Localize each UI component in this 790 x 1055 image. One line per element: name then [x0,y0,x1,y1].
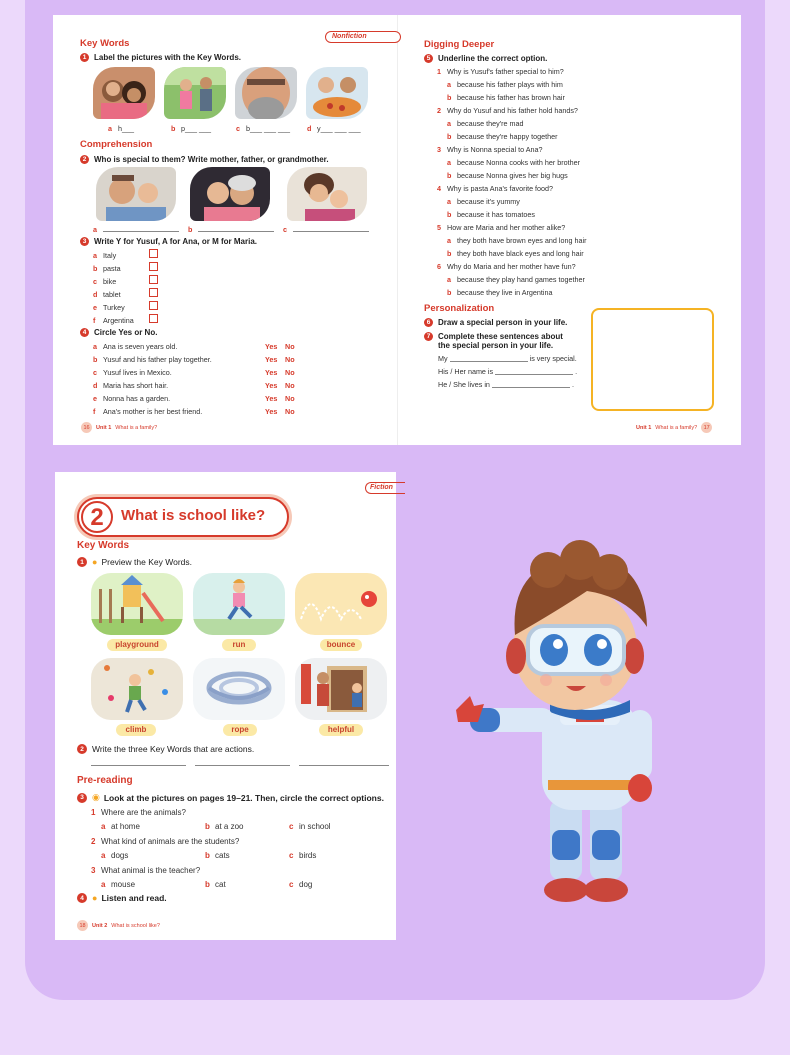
footer-unit: Unit 2 [92,922,108,929]
question-6 [424,318,567,327]
key-words-heading-2: Key Words [77,540,130,551]
q3-item-f [93,316,134,325]
q3-answer-box-f[interactable] [149,314,158,323]
q4-item-letter: c [93,368,97,377]
sentence-1-start: My [438,354,448,363]
option-text: because Nonna gives her big hugs [457,171,568,180]
q4-item-text: Ana is seven years old. [103,342,178,351]
question-4 [80,328,157,337]
question-1 [80,53,241,62]
label-b [171,124,211,133]
footer-title: What is a family? [655,424,698,431]
bp-q4-number: 4 [77,893,87,903]
q7-number: 7 [424,332,433,341]
q5-item-question: How are Maria and her mother alike? [447,223,566,232]
question-3 [80,237,257,246]
q4-item-letter: f [93,407,96,416]
q5-item-1-option-b[interactable]: b because his father has brown hair [447,93,565,102]
q4-item-letter: b [93,355,98,364]
photo-park [164,67,226,119]
q7-text [438,332,563,350]
q3-item-letter: c [93,277,97,286]
q2-line-a[interactable] [103,231,179,232]
option-text: at a zoo [215,822,244,831]
q3-answer-box-d[interactable] [149,288,158,297]
bottom-page [55,472,396,940]
bp-q4-text: Listen and read. [101,893,167,903]
rope-image [193,658,285,720]
bp-q1-text: Preview the Key Words. [101,557,192,567]
q3-item-c [93,277,116,286]
q3-item-letter: b [93,264,98,273]
no-option[interactable]: No [285,342,295,351]
q5-number: 5 [424,54,433,63]
top-spread [53,15,741,445]
bp-question-3 [77,792,384,803]
pr-item-3-option-b[interactable]: b cat [205,880,226,889]
sentence-1-end: is very special. [529,354,577,363]
pr-item-question: What kind of animals are the students? [101,837,240,846]
option-text: in school [299,822,331,831]
q5-item-1-option-a[interactable]: a because his father plays with him [447,80,563,89]
q1-text: Label the pictures with the Key Words. [94,53,241,62]
q3-item-b [93,264,121,273]
sentence-3-start: He / She lives in [438,380,490,389]
option-text: mouse [111,880,136,889]
q4-item-text: Yusuf and his father play together. [103,355,212,364]
bottom-footer [73,920,160,931]
run-image [193,573,285,635]
bp-q2-text: Write the three Key Words that are actions. [92,744,255,754]
label-d [307,124,361,133]
no-option[interactable]: No [285,394,295,403]
q5-item-2 [437,106,578,115]
q5-item-6 [437,262,576,271]
option-text: dog [299,880,313,889]
page-number-18: 18 [77,920,88,931]
yes-option[interactable]: Yes [265,381,278,390]
pr-item-1-option-c[interactable]: c in school [289,822,331,831]
q5-item-question: Why is pasta Ana's favorite food? [447,184,554,193]
footer-unit: Unit 1 [96,424,112,431]
q5-item-5 [437,223,565,232]
q3-item-e [93,303,125,312]
q6-text: Draw a special person in your life. [438,318,568,327]
no-option[interactable]: No [285,407,295,416]
q4-item-letter: a [93,342,97,351]
pr-item-question: What animal is the teacher? [101,866,201,875]
question-7 [424,332,563,350]
q1-number: 1 [80,53,89,62]
option-text: they both have black eyes and long hair [457,249,584,258]
question-2 [80,155,329,164]
q5-item-number: 4 [437,184,441,193]
q3-item-text: Italy [103,251,117,260]
right-footer [636,422,716,433]
actions-blank-1[interactable] [91,765,186,766]
q3-text: Write Y for Yusuf, A for Ana, or M for Maria. [94,237,257,246]
nonfiction-tab-label: Nonfiction [332,33,367,40]
yes-option[interactable]: Yes [265,355,278,364]
q7-text-line-1: Complete these sentences about [438,332,563,341]
q3-item-text: pasta [103,264,121,273]
pr-item-2-option-b[interactable]: b cats [205,851,230,860]
q2-blank-a-letter: a [93,225,97,234]
pr-item-number: 3 [91,866,96,875]
q2-blank-c[interactable] [283,225,293,234]
option-text: because they play hand games together [457,275,585,284]
q4-item-text: Ana's mother is her best friend. [103,407,203,416]
q6-number: 6 [424,318,433,327]
climb-image [91,658,183,720]
label-a-blank[interactable]: h___ [118,124,134,133]
left-footer [77,422,157,433]
q4-item-b [93,355,212,364]
sentence-3-blank[interactable] [492,381,570,388]
q5-item-3-option-b[interactable]: b because Nonna gives her big hugs [447,171,568,180]
comprehension-heading: Comprehension [80,139,153,150]
pr-item-number: 2 [91,837,96,846]
photo-mother-daughter [287,167,367,221]
option-text: because they're happy together [457,132,558,141]
q5-item-4-option-b[interactable]: b because it has tomatoes [447,210,535,219]
label-d-letter: d [307,124,312,133]
q3-item-letter: d [93,290,98,299]
option-text: because his father has brown hair [457,93,565,102]
question-5 [424,54,547,63]
pre-reading-heading: Pre-reading [77,775,133,786]
pr-item-number: 1 [91,808,96,817]
bp-q3-number: 3 [77,793,87,803]
q5-item-number: 6 [437,262,441,271]
helpful-image [295,658,387,720]
pr-item-1-option-b[interactable]: b at a zoo [205,822,244,831]
sentence-1-blank[interactable] [450,355,528,362]
footer-unit: Unit 1 [636,424,652,431]
q4-item-d [93,381,168,390]
option-text: they both have brown eyes and long hair [457,236,587,245]
bp-question-2 [77,744,254,754]
q5-item-5-option-a[interactable]: a they both have brown eyes and long hair [447,236,587,245]
drawing-box[interactable] [591,308,714,411]
keyword-bounce: bounce [320,639,362,651]
label-b-letter: b [171,124,176,133]
q5-item-6-option-a[interactable]: a because they play hand games together [447,275,585,284]
q4-item-text: Nonna has a garden. [103,394,171,403]
q4-item-text: Maria has short hair. [103,381,169,390]
label-d-blank[interactable]: y___ ___ ___ [317,124,361,133]
q2-line-b[interactable] [198,231,274,232]
option-text: because they live in Argentina [457,288,553,297]
no-option[interactable]: No [285,381,295,390]
sentence-2-start: His / Her name is [438,367,494,376]
q5-item-3-option-a[interactable]: a because Nonna cooks with her brother [447,158,581,167]
q5-text: Underline the correct option. [438,54,548,63]
q2-text: Who is special to them? Write mother, father, or grandmother. [94,155,329,164]
mascot-character [450,530,695,910]
photo-hug [93,67,155,119]
fiction-tab [365,482,405,494]
q3-number: 3 [80,237,89,246]
q2-blank-c-letter: c [283,225,287,234]
option-text: cat [215,880,226,889]
footer-title: What is school like? [111,922,160,929]
eye-icon: ◉ [92,792,100,802]
q5-item-2-option-a[interactable]: a because they're mad [447,119,524,128]
q5-item-4-option-a[interactable]: a because it's yummy [447,197,520,206]
q5-item-2-option-b[interactable]: b because they're happy together [447,132,558,141]
q2-blank-b[interactable] [188,225,198,234]
q2-line-c[interactable] [293,231,369,232]
q5-item-5-option-b[interactable]: b they both have black eyes and long hair [447,249,584,258]
keyword-climb: climb [116,724,156,736]
q3-item-letter: f [93,316,96,325]
actions-blank-3[interactable] [299,765,389,766]
page-title: What is school like? [121,507,266,524]
spread-divider [397,15,398,445]
pr-item-1-option-a[interactable]: a at home [101,822,140,831]
bp-q3-text: Look at the pictures on pages 19–21. Then, circle the correct options. [103,792,384,803]
sentence-2-blank[interactable] [495,368,573,375]
q3-item-text: bike [103,277,117,286]
audio-icon[interactable]: ● [92,557,98,567]
bp-question-4 [77,893,167,903]
keyword-rope: rope [223,724,257,736]
label-a-letter: a [108,124,112,133]
actions-blank-2[interactable] [195,765,290,766]
q5-item-3 [437,145,543,154]
q2-blank-b-letter: b [188,225,193,234]
no-option[interactable]: No [285,355,295,364]
pr-item-3-option-a[interactable]: a mouse [101,880,136,889]
q5-item-number: 5 [437,223,441,232]
option-text: because his father plays with him [457,80,563,89]
sentence-2 [438,367,577,376]
option-text: at home [111,822,140,831]
pr-item-2-option-c[interactable]: c birds [289,851,317,860]
option-text: cats [215,851,230,860]
sentence-1 [438,354,577,363]
q3-item-letter: e [93,303,97,312]
keyword-run: run [222,639,256,651]
sentence-3 [438,380,574,389]
no-option[interactable]: No [285,368,295,377]
q5-item-question: Why is Nonna special to Ana? [447,145,543,154]
keyword-helpful: helpful [319,724,363,736]
q4-item-letter: e [93,394,97,403]
q4-item-e [93,394,170,403]
pr-item-3-option-c[interactable]: c dog [289,880,313,889]
page-number-17: 17 [701,422,712,433]
label-b-blank[interactable]: p___ ___ [181,124,211,133]
bp-q2-number: 2 [77,744,87,754]
q4-item-a [93,342,177,351]
yes-option[interactable]: Yes [265,394,278,403]
sentence-2-end: . [575,367,578,376]
pr-item-question: Where are the animals? [101,808,186,817]
bp-question-1 [77,557,192,567]
q5-item-number: 3 [437,145,441,154]
q5-item-question: Why do Yusuf and his father hold hands? [447,106,578,115]
q3-item-letter: a [93,251,97,260]
q5-item-1 [437,67,564,76]
q3-answer-box-c[interactable] [149,275,158,284]
unit-number: 2 [90,504,104,531]
fiction-tab-label: Fiction [370,484,393,491]
pr-item-3 [91,866,200,875]
q5-item-question: Why is Yusuf's father special to him? [447,67,564,76]
q7-text-line-2: the special person in your life. [438,341,554,350]
playground-image [91,573,183,635]
bounce-image [295,573,387,635]
q3-answer-box-a[interactable] [149,249,158,258]
nonfiction-tab [325,31,401,43]
bp-q1-number: 1 [77,557,87,567]
q3-item-text: Turkey [103,303,125,312]
personalization-heading: Personalization [424,303,495,314]
photo-grandmother [190,167,270,221]
photo-beard [235,67,297,119]
q2-blank-a[interactable] [93,225,103,234]
q4-text: Circle Yes or No. [94,328,158,337]
title-banner [77,497,289,537]
digging-deeper-heading: Digging Deeper [424,39,495,50]
yes-option[interactable]: Yes [265,368,278,377]
pr-item-2-option-a[interactable]: a dogs [101,851,129,860]
q4-number: 4 [80,328,89,337]
listen-icon[interactable]: ● [92,893,98,903]
q4-item-c [93,368,172,377]
label-c [236,124,290,133]
q4-item-f [93,407,202,416]
q2-number: 2 [80,155,89,164]
photo-father-children [96,167,176,221]
q3-answer-box-e[interactable] [149,301,158,310]
yes-option[interactable]: Yes [265,342,278,351]
q5-item-number: 1 [437,67,441,76]
q5-item-6-option-b[interactable]: b because they live in Argentina [447,288,553,297]
photo-pizza [306,67,368,119]
option-text: dogs [111,851,129,860]
option-text: because it has tomatoes [457,210,535,219]
label-c-letter: c [236,124,240,133]
q3-item-text: tablet [103,290,121,299]
label-a [108,124,134,133]
q5-item-4 [437,184,553,193]
q3-answer-box-b[interactable] [149,262,158,271]
option-text: because it's yummy [457,197,520,206]
keyword-playground: playground [107,639,167,651]
unit-number-badge [81,501,113,533]
option-text: because they're mad [457,119,524,128]
yes-option[interactable]: Yes [265,407,278,416]
q5-item-question: Why do Maria and her mother have fun? [447,262,576,271]
pr-item-1 [91,808,186,817]
q3-item-d [93,290,121,299]
sentence-3-end: . [571,380,574,389]
q3-item-text: Argentina [103,316,134,325]
q3-item-a [93,251,116,260]
pr-item-2 [91,837,239,846]
footer-title: What is a family? [115,424,158,431]
key-words-heading: Key Words [80,38,130,49]
option-text: birds [299,851,317,860]
q4-item-text: Yusuf lives in Mexico. [103,368,172,377]
q4-item-letter: d [93,381,98,390]
option-text: because Nonna cooks with her brother [457,158,581,167]
q5-item-number: 2 [437,106,441,115]
page-number-16: 16 [81,422,92,433]
label-c-blank[interactable]: b___ ___ ___ [246,124,290,133]
